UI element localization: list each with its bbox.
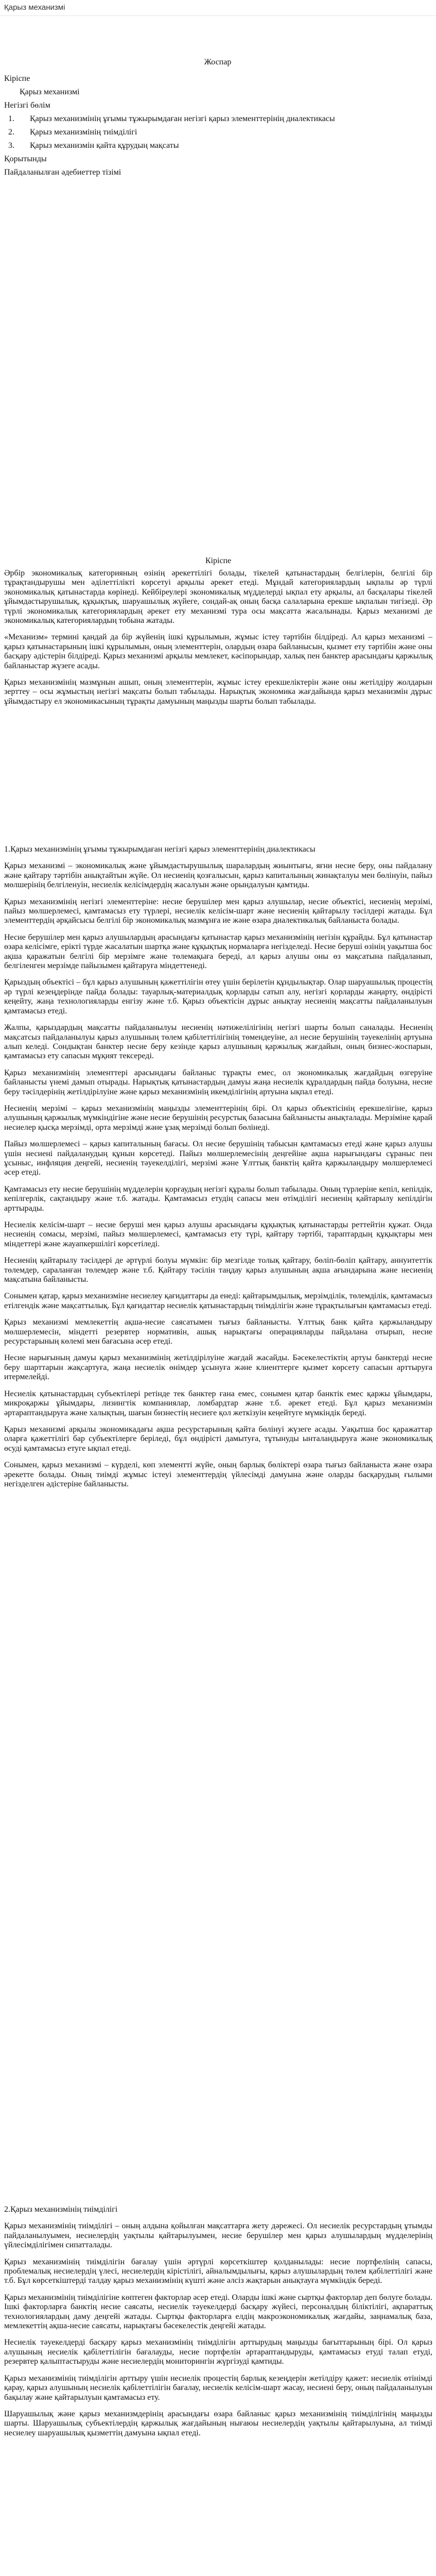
section-1-heading: 1.Қарыз механизмінің ұғымы тұжырымдаған негізгі қарыз элементтерінің диалектикасы [4,845,316,854]
paragraph: Сонымен, қарыз механизмі – күрделі, көп элементті жүйе, оның барлық бөліктері өзара тығыз байланыста және өзара әрекетте болады. Оның тиімді жұмыс істеуі элементтердің үйлесімді дамуына және оларды басқарудың ғылыми негізделген әдістеріне байланысты. [4,1461,432,1488]
toc-heading: Жоспар [204,58,232,66]
toc-item-number: 1. [8,114,14,123]
paragraph: Қарыз механизмінің тиімділігін арттыру үшін несиелік процестің барлық кезеңдерін жетілдіру қажет: несиелік өтінімді қарау, қарыз алушының несиелік қабілеттілігін бағалау, несиелік келісім-шарт жасау, несиені беру, оның пайдаланылуын бақылау және қайтарылуын қамтамасыз ету. [4,2374,432,2402]
paragraph: Қарыз механизмі арқылы экономикадағы ақша ресурстарының қайта бөлінуі жүзеге асады. Уақытша бос қаражаттар оларға қажеттілігі бар субъектілерге беріледі, бұл өндірісті дамытуға, тұтынуды ынталандыруға және экономикалық өсуді қамтамасыз етуге ықпал етеді. [4,1425,432,1453]
paragraph: Қарыз механизмінің тиімділігі – оның алдына қойылған мақсаттарға жету дәрежесі. Ол несиелік ресурстардың ұтымды пайдаланылуымен, несиелердің уақтылы қайтарылуымен, несие берушілер мен қарыз алушылардың мүдделерінің үйлесімділігімен сипатталады. [4,2222,432,2250]
toc-item [4,128,431,137]
introduction-section [4,556,432,714]
paragraph: Қарыз механизмінің негізгі элементтеріне: несие берушілер мен қарыз алушылар, несие объектісі, несиенің мерзімі, пайыз мөлшерлемесі, қамтамасыз ету түрлері, несиелік келісім-шарт және несиенің қайтарылу тәсілдері жатады. Бұл элементтердің әрқайсысы белгілі бір экономикалық мазмұнға ие және өзара диалектикалық байланыста болады. [4,897,432,925]
top-divider [0,15,436,16]
table-of-contents [4,58,431,181]
toc-list [4,74,431,177]
section-2 [4,2205,432,2445]
paragraph: Шаруашылық және қарыз механизмдерінің арасындағы өзара байланыс қарыз механизмінің тиімділігінің маңызды шарты. Шаруашылық субъектілердің қаржылық жағдайының нығаюы несиелердің уақтылы қайтарылуына, ал тиімді несиелеу шаруашылық қызметтің дамуына ықпал етеді. [4,2409,432,2437]
toc-item-label: Қарыз механизмінің ұғымы тұжырымдаған негізгі қарыз элементтерінің диалектикасы [30,114,335,123]
paragraph: Қарыз механизмінің тиімділігіне көптеген факторлар әсер етеді. Оларды ішкі және сыртқы факторлар деп бөлуге болады. Ішкі факторларға банктің несие саясаты, несиелік тәуекелдерді басқару жүйесі, персоналдың біліктілігі, ақпараттық технологиялардың даму деңгейі жатады. Сыртқы факторларға елдің макроэкономикалық жағдайы, заңнамалық база, мемлекеттің ақша-несие саясаты, нарықтағы бәсекелестік деңгейі жатады. [4,2293,432,2331]
toc-item-label: Қарыз механизмінің тиімділігі [30,128,137,137]
paragraph: Сонымен қатар, қарыз механизміне несиелеу қағидаттары да енеді: қайтарымдылық, мерзімділік, төлемділік, қамтамасыз етілгендік және мақсаттылық. Бұл қағидаттар несиелік қатынастардың тиімділігін және тұрақтылығын қамтамасыз етеді. [4,1292,432,1310]
section-2-body [4,2222,432,2438]
paragraph: Қарыз механизмі – экономикалық және ұйымдастырушылық шаралардың жиынтығы, яғни несие беру, оны пайдалану және қайтару тәртібін анықтайтын жүйе. Ол несиенің қозғалысын, қарыз капиталының жинақталуы мен бөлінуін, пайыз мөлшерінің белгіленуін, несиелік келісімдердің жасалуын және орындалуын қамтиды. [4,861,432,890]
toc-item [4,168,431,177]
toc-item-label: Қарыз механизмі [20,88,80,96]
toc-item [4,141,431,150]
toc-item-label: Пайдаланылған әдебиеттер тізімі [4,168,121,177]
paragraph: Әрбір экономикалық категорияның өзінің әрекеттілігі болады, тікелей қатынастардың белгілерін, белгілі бір тұрақтандырушы мен әділеттілікті көрсетуі арқылы әрекет етеді. Мұндай категориялардың ықпалы әр түрлі экономикалық қатынастарда көрінеді. Кейбіреулері экономикалық мүдделерді ықпал ету арқылы, ал басқалары тікелей ұйымдастырушылық, құқықтық, шаруашылық жүйеге, сондай-ақ оның басқа салаларына ерекше ықпалын тигізеді. Әр түрлі экономикалық категориялардың әрекет ету механизмі тура осы мақсатта жасалынады. Қарыз механизмі де экономикалық категориялардың тобына жатады. [4,569,432,625]
toc-item [4,155,431,164]
toc-item [4,74,431,83]
toc-item-label: Қорытынды [4,155,47,163]
toc-item [4,114,431,124]
paragraph: Несиелік қатынастардың субъектілері ретінде тек банктер ғана емес, сонымен қатар банктік емес қаржы ұйымдары, микроқаржы ұйымдары, лизингтік компаниялар, ломбардтар және т.б. әрекет етеді. Бұл қарыз механизмін әртараптандыруға және халықтың, шағын бизнестің несиеге қол жеткізуін кеңейтуге мүмкіндік береді. [4,1389,432,1417]
paragraph: Несиелік тәуекелдерді басқару қарыз механизмінің тиімділігін арттырудың маңызды бағыттарының бірі. Ол қарыз алушының несиелік қабілеттілігін бағалауды, несие портфелін әртараптандыруды, қамтамасыз етуді талап етуді, резервтер қалыптастыруды және несиелердің мониторингін жүргізуді қамтиды. [4,2338,432,2366]
toc-item [4,88,431,97]
paragraph: Қарыз механизмінің элементтері арасындағы байланыс тұрақты емес, ол экономикалық жағдайдың өзгеруіне байланысты үнемі дамып отырады. Нарықтық қатынастардың дамуы жаңа несиелік құралдардың пайда болуына, несие беру тәсілдерінің жетілдірілуіне және қарыз механизмінің икемділігінің артуына ықпал етеді. [4,1068,432,1096]
introduction-title: Кіріспе [205,556,232,565]
document-title: Қарыз механизмі [4,3,65,12]
section-1 [4,845,432,1496]
paragraph: Қарыз механизмінің мазмұнын ашып, оның элементтерін, жұмыс істеу ерекшеліктерін және оны жетілдіру жолдарын зерттеу – осы жұмыстың негізгі мақсаты болып табылады. Нарықтық экономика жағдайында қарыз механизмін дұрыс ұйымдастыру ел экономикасының тұрақты дамуының маңызды шарты болып табылады. [4,678,432,706]
introduction-body [4,569,432,706]
paragraph: Пайыз мөлшерлемесі – қарыз капиталының бағасы. Ол несие берушінің табысын қамтамасыз етеді және қарыз алушы үшін несиені пайдаланудың құнын көрсетеді. Пайыз мөлшерлемесінің деңгейіне ақша нарығындағы сұраныс пен ұсыныс, инфляция деңгейі, несиенің тәуекелділігі, мерзімі және Ұлттық банктің қайта қаржыландыру мөлшерлемесі әсер етеді. [4,1140,432,1177]
paragraph: Несиенің қайтарылу тәсілдері де әртүрлі болуы мүмкін: бір мезгілде толық қайтару, бөліп-бөліп қайтару, аннуитеттік төлемдер, сараланған төлемдер және т.б. Қайтару тәсілін таңдау қарыз алушының ақша ағындарына және несиенің мақсатына байланысты. [4,1256,432,1284]
toc-item-number: 2. [8,128,14,137]
paragraph: Несиенің мерзімі – қарыз механизмінің маңызды элементтерінің бірі. Ол қарыз объектісінің ерекшелігіне, қарыз алушының қаржылық мүмкіндігіне және несие берушінің ресурстық базасына байланысты анықталады. Мерзіміне қарай несиелер қысқа мерзімді, орта мерзімді және ұзақ мерзімді болып бөлінеді. [4,1104,432,1132]
paragraph: Жалпы, қарыздардың мақсатты пайдаланылуы несиенің нәтижелілігінің негізгі шарты болып саналады. Несиенің мақсатсыз пайдаланылуы қарыз алушының төлем қабілеттілігінің төмендеуіне, ал несие берушінің тәуекелінің артуына алып келеді. Сондықтан банктер несие беру кезінде қарыз алушының қаржылық жағдайын, оның бизнес-жоспарын, қамтамасыз ету сапасын мұқият тексереді. [4,1023,432,1061]
paragraph: Қарыз механизмі мемлекеттің ақша-несие саясатымен тығыз байланысты. Ұлттық банк қайта қаржыландыру мөлшерлемесін, міндетті резервтер нормативін, ашық нарықтағы операцияларды пайдалана отырып, несие ресурстарының көлемі мен бағасына әсер етеді. [4,1318,432,1346]
paragraph: Несие берушілер мен қарыз алушылардың арасындағы қатынастар қарыз механизмінің негізін құрайды. Бұл қатынастар өзара келісімге, ерікті түрде жасалатын шартқа және құқықтық нормаларға негізделеді. Несие беруші өзінің уақытша бос ақша қаражатын белгілі бір мерзімге және төлемақыға береді, ал қарыз алушы оны өз мақсатына пайдаланып, белгіленген мерзімде пайызымен қайтаруға міндеттенеді. [4,933,432,971]
paragraph: Қарыз механизмінің тиімділігін бағалау үшін әртүрлі көрсеткіштер қолданылады: несие портфелінің сапасы, проблемалық несиелердің үлесі, несиелердің кірістілігі, айналымдылығы, қарыз алушылардың төлем қабілеттілігі және т.б. Бұл көрсеткіштерді талдау қарыз механизмінің күшті және әлсіз жақтарын анықтауға мүмкіндік береді. [4,2257,432,2285]
paragraph: Несие нарығының дамуы қарыз механизмінің жетілдірілуіне жағдай жасайды. Бәсекелестіктің артуы банктерді несие беру шарттарын жақсартуға, жаңа несиелік өнімдер ұсынуға және клиенттерге қызмет көрсету сапасын арттыруға итермелейді. [4,1353,432,1382]
toc-item-number: 3. [8,141,14,150]
paragraph: Қарыздың объектісі – бұл қарыз алушының қажеттілігін өтеу үшін берілетін құндылықтар. Олар шаруашылық процестің әр түрлі кезеңдерінде пайда болады: тауарлық-материалдық қорларды сатып алу, негізгі қорларды жаңарту, өндірісті кеңейту, жаңа технологияларды енгізу және т.б. Қарыз объектісін дұрыс анықтау несиенің мақсатты пайдаланылуын қамтамасыз етеді. [4,978,432,1015]
paragraph: Несиелік келісім-шарт – несие беруші мен қарыз алушы арасындағы құқықтық қатынастарды реттейтін құжат. Онда несиенің сомасы, мерзімі, пайыз мөлшерлемесі, қамтамасыз ету түрі, қайтару тәртібі, тараптардың құқықтары мен міндеттері және жауапкершілігі көрсетіледі. [4,1221,432,1248]
paragraph: «Механизм» термині қандай да бір жүйенің ішкі құрылымын, жұмыс істеу тәртібін білдіреді. Ал қарыз механизмі – қарыз қатынастарының ішкі құрылымын, оның элементтерін, олардың өзара байланысын, қызмет ету тәртібін және оны басқару әдістерін білдіреді. Қарыз механизмі арқылы мемлекет, кәсіпорындар, халық пен банктер арасындағы қаржылық байланыстар жүзеге асады. [4,633,432,670]
toc-item-label: Кіріспе [4,74,30,83]
toc-item [4,101,431,110]
section-1-body [4,861,432,1489]
toc-item-label: Қарыз механизмін қайта құрудың мақсаты [30,141,179,150]
paragraph: Қамтамасыз ету несие берушінің мүдделерін қорғаудың негізгі құралы болып табылады. Оның түрлеріне кепіл, кепілдік, кепілгерлік, сақтандыру және т.б. жатады. Қамтамасыз етудің сапасы мен өтімділігі несиенің қайтарылу кепілдігін арттырады. [4,1184,432,1213]
section-2-heading: 2.Қарыз механизмінің тиімділігі [4,2205,118,2214]
toc-item-label: Негізгі бөлім [4,101,50,110]
